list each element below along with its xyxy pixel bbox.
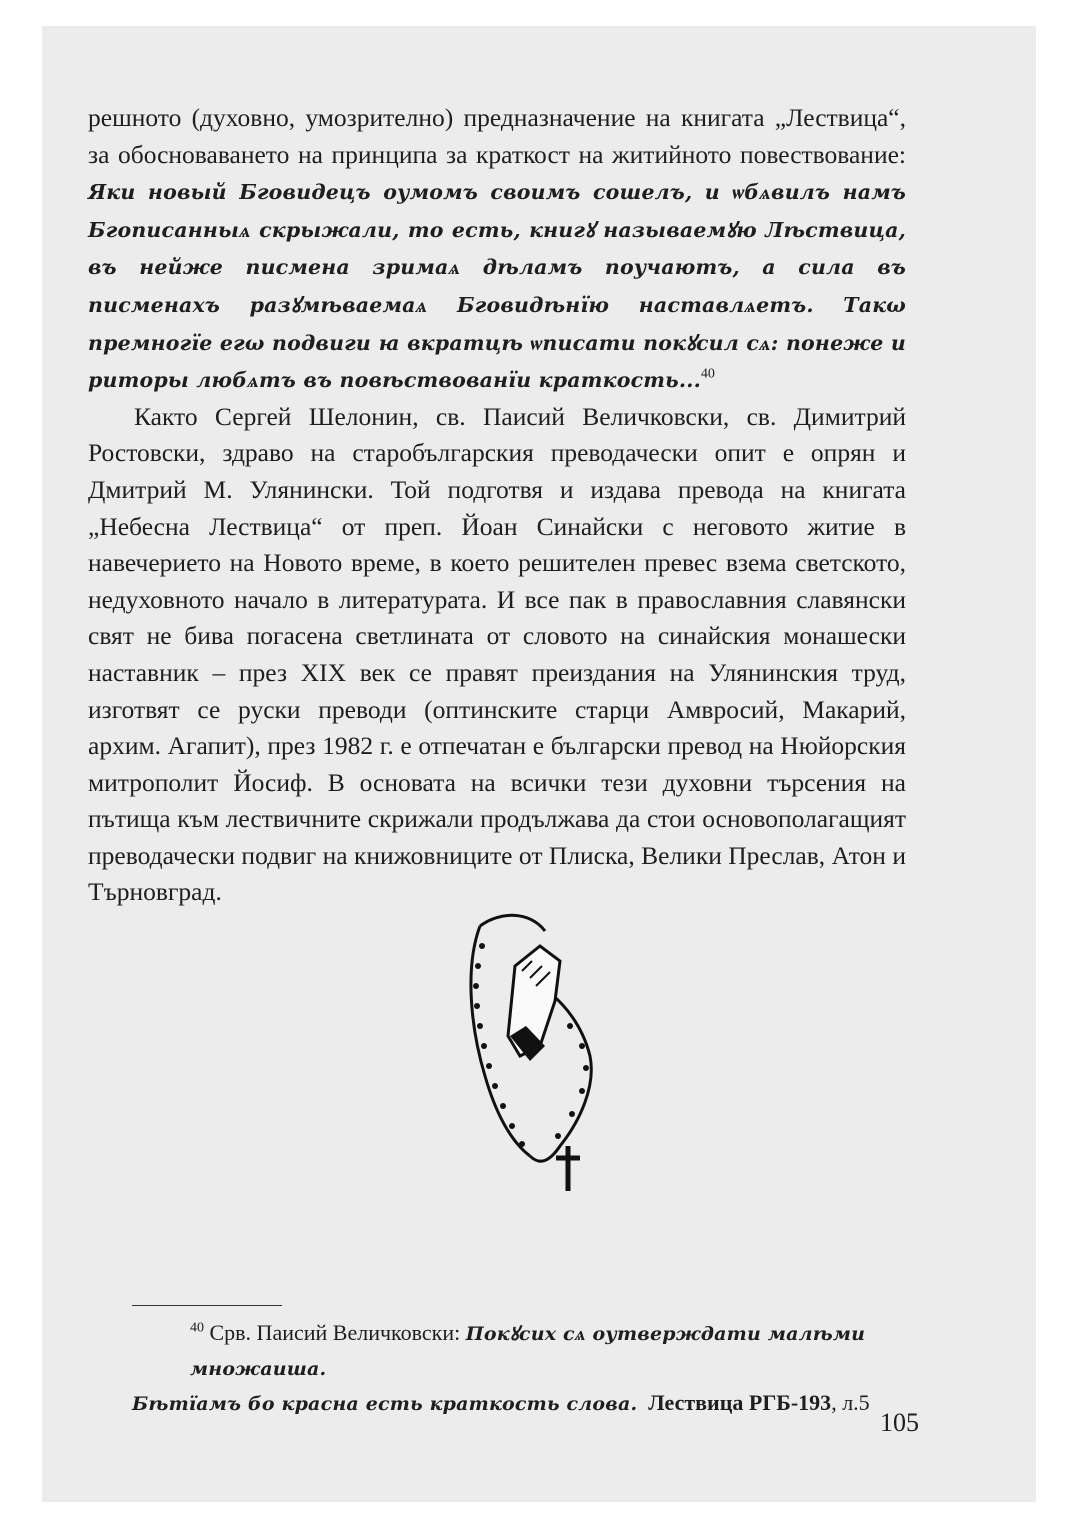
footnote-reference: 40: [700, 366, 715, 382]
footnote-quote-2: Бѣтїамъ бо красна есть краткость слова.: [132, 1393, 638, 1415]
church-slavonic-quote: Яки новый Бговидецъ оумомъ своимъ сошелъ, и ѡбѧвилъ намъ Бгописанныѧ скрыжали, то есть, книгꙋ называемꙋю Лѣствица, въ нейже писмена зримаѧ дѣламъ поучаютъ, а сила въ писменахъ разꙋмѣваемаѧ Бговидѣнїю наставлѧетъ. Такω премногїе егω подвиги ꙗ вкратцѣ ѡписати покꙋсил сѧ: понеже и риторы любѧтъ въ повѣствованїи краткость...: [88, 180, 906, 393]
paragraph-1: [88, 100, 906, 399]
footnote-line-1: [132, 1316, 950, 1386]
page-body: [88, 100, 906, 911]
footnote-number: 40: [190, 1320, 204, 1336]
footnote: [132, 1316, 950, 1421]
paragraph-2: Както Сергей Шелонин, св. Паисий Величковски, св. Димитрий Ростовски, здраво на старобългарския преводачески опит е опрян и Дмитрий М. Улянински. Той подготвя и издава превода на книгата „Небесна Лествица“ от преп. Йоан Синайски с неговото житие в навечерието на Новото време, в което решителен превес взема светското, недуховното начало в литературата. И все пак в православния славянски свят не бива погасена светлината от словото на синайския монашески наставник – през XIX век се правят преиздания на Улянинския труд, изготвят се руски преводи (оптинските старци Амвросий, Макарий, архим. Агапит), през 1982 г. е отпечатан е български превод на Нюйорския митрополит Йосиф. В основата на всички тези духовни търсения на пътища към лествичните скрижали продължава да стои основополагащият преводачески подвиг на книжовниците от Плиска, Велики Преслав, Атон и Търновград.: [88, 401, 906, 907]
footnote-quote-1: Покꙋсих сѧ оутверждати малѣми множаишa.: [190, 1323, 866, 1380]
page-number: 105: [880, 1408, 919, 1437]
footnote-page: , л.5: [831, 1390, 870, 1415]
paragraph-1-text: решното (духовно, умозрително) предназначение на книгата „Лествица“, за обосноваването на принципа за краткост на житийното повествование:: [88, 103, 906, 169]
footnote-lead: Срв. Паисий Величковски:: [209, 1320, 466, 1345]
footnote-rule: [132, 1305, 282, 1306]
footnote-source: Лествица РГБ-193: [648, 1390, 832, 1415]
praying-hands-rosary-illustration: [460, 906, 600, 1196]
footnote-line-2: [132, 1386, 950, 1421]
